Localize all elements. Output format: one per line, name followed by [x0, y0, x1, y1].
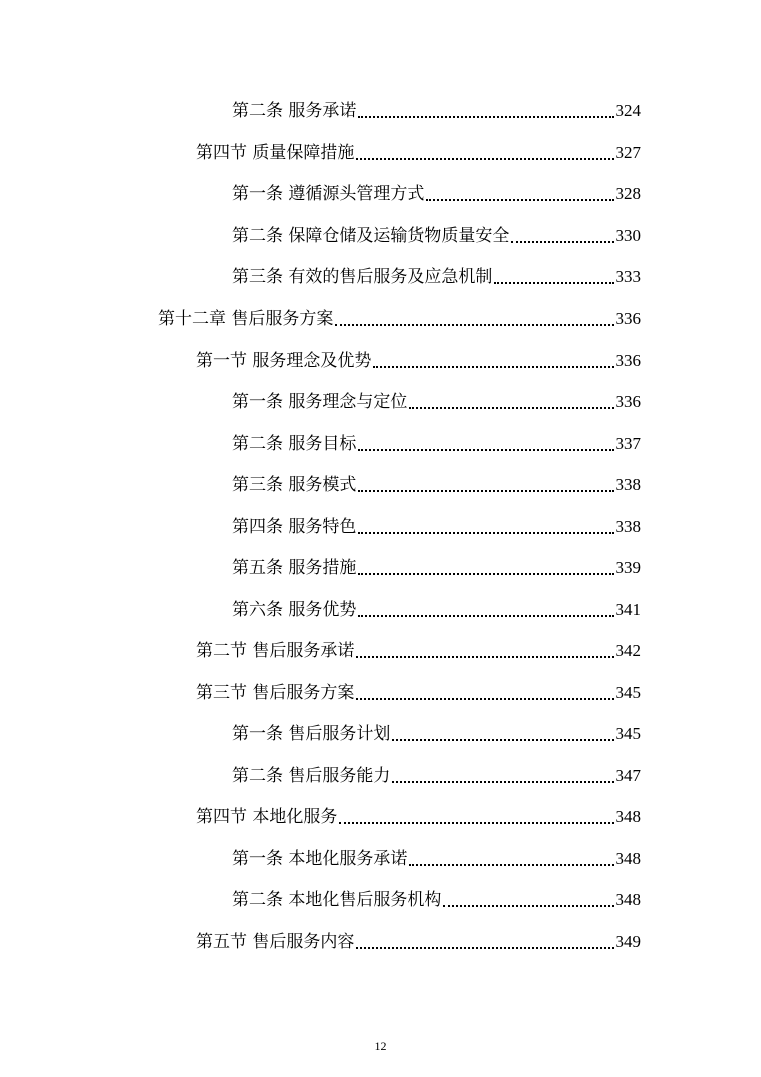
toc-entry[interactable] [196, 634, 641, 662]
dot-leader [409, 389, 613, 409]
page-number: 12 [374, 1039, 387, 1053]
dot-leader [409, 846, 613, 866]
toc-entry-page: 348 [615, 807, 641, 826]
dot-leader [358, 431, 613, 451]
toc-entry-title: 第二条 服务目标 [232, 434, 357, 454]
dot-leader [392, 763, 613, 783]
toc-entry[interactable] [232, 717, 641, 745]
toc-entry[interactable] [232, 510, 641, 538]
toc-entry-title: 第三条 服务模式 [232, 475, 357, 495]
dot-leader [494, 264, 613, 284]
toc-entry-title: 第五节 售后服务内容 [196, 932, 355, 952]
toc-entry[interactable] [196, 136, 641, 164]
dot-leader [358, 472, 613, 492]
toc-entry-page: 327 [615, 143, 641, 162]
dot-leader [335, 306, 613, 326]
toc-entry-page: 345 [615, 724, 641, 743]
toc-entry-title: 第三条 有效的售后服务及应急机制 [232, 267, 493, 287]
dot-leader [356, 929, 613, 949]
toc-entry[interactable] [232, 593, 641, 621]
toc-entry[interactable] [232, 94, 641, 122]
toc-entry-page: 324 [615, 101, 641, 120]
toc-entry-title: 第三节 售后服务方案 [196, 683, 355, 703]
toc-entry-title: 第十二章 售后服务方案 [158, 309, 334, 329]
toc-entry-page: 328 [615, 184, 641, 203]
dot-leader [358, 514, 613, 534]
toc-entry[interactable] [196, 800, 641, 828]
toc-entry-page: 342 [615, 641, 641, 660]
toc-entry-title: 第一条 本地化服务承诺 [232, 849, 408, 869]
toc-entry-title: 第二条 服务承诺 [232, 101, 357, 121]
dot-leader [426, 181, 613, 201]
toc-entry-title: 第二节 售后服务承诺 [196, 641, 355, 661]
toc-entry-title: 第一节 服务理念及优势 [196, 351, 372, 371]
dot-leader [443, 887, 613, 907]
toc-entry-page: 345 [615, 683, 641, 702]
toc-entry-page: 333 [615, 267, 641, 286]
toc-entry[interactable] [232, 759, 641, 787]
toc-entry-title: 第五条 服务措施 [232, 558, 357, 578]
dot-leader [356, 638, 613, 658]
toc-entry-title: 第六条 服务优势 [232, 600, 357, 620]
dot-leader [356, 680, 613, 700]
toc-entry-page: 348 [615, 849, 641, 868]
toc-entry-title: 第一条 服务理念与定位 [232, 392, 408, 412]
toc-entry[interactable] [232, 427, 641, 455]
toc-entry[interactable] [196, 925, 641, 953]
toc-entry[interactable] [232, 385, 641, 413]
dot-leader [358, 555, 613, 575]
toc-entry-page: 341 [615, 600, 641, 619]
toc-entry-title: 第二条 保障仓储及运输货物质量安全 [232, 226, 510, 246]
toc-entry-page: 336 [615, 309, 641, 328]
dot-leader [356, 140, 613, 160]
toc-entry-page: 336 [615, 392, 641, 411]
dot-leader [373, 348, 613, 368]
dot-leader [358, 597, 613, 617]
toc-entry[interactable] [232, 468, 641, 496]
toc-entry-page: 347 [615, 766, 641, 785]
toc-entry-title: 第四节 质量保障措施 [196, 143, 355, 163]
toc-entry[interactable] [232, 177, 641, 205]
toc-entry-page: 338 [615, 517, 641, 536]
toc-entry[interactable] [158, 302, 641, 330]
toc-entry[interactable] [232, 883, 641, 911]
toc-entry[interactable] [232, 842, 641, 870]
toc-entry-title: 第二条 本地化售后服务机构 [232, 890, 442, 910]
toc-entry-title: 第一条 遵循源头管理方式 [232, 184, 425, 204]
dot-leader [511, 223, 613, 243]
toc-entry[interactable] [196, 676, 641, 704]
dot-leader [358, 98, 613, 118]
toc-entry[interactable] [232, 219, 641, 247]
toc-entry-page: 336 [615, 351, 641, 370]
toc-entry-page: 349 [615, 932, 641, 951]
toc-entry-page: 330 [615, 226, 641, 245]
toc-entry-title: 第四节 本地化服务 [196, 807, 338, 827]
dot-leader [392, 721, 613, 741]
toc-entry-page: 339 [615, 558, 641, 577]
toc-entry-page: 337 [615, 434, 641, 453]
toc-entry-page: 338 [615, 475, 641, 494]
toc-entry[interactable] [232, 551, 641, 579]
toc-entry[interactable] [196, 344, 641, 372]
toc-entry-title: 第一条 售后服务计划 [232, 724, 391, 744]
dot-leader [339, 804, 613, 824]
toc-entry[interactable] [232, 260, 641, 288]
toc-entry-title: 第四条 服务特色 [232, 517, 357, 537]
toc-entry-page: 348 [615, 890, 641, 909]
toc-entry-title: 第二条 售后服务能力 [232, 766, 391, 786]
